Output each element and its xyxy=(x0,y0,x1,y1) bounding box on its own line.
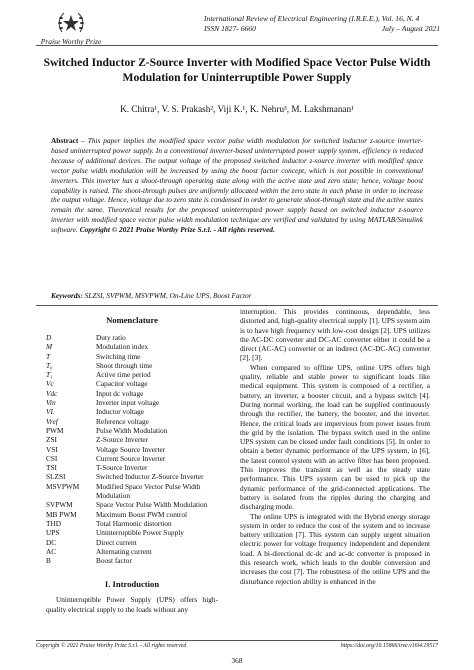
section-rule xyxy=(36,305,438,306)
nomenclature-row xyxy=(46,407,218,416)
footer xyxy=(36,643,438,649)
nomenclature-symbol: T xyxy=(46,351,51,361)
abstract xyxy=(51,136,423,235)
nomenclature-row xyxy=(46,426,218,435)
nomenclature-symbol: AC xyxy=(46,546,57,556)
nomenclature-row xyxy=(46,333,218,342)
nomenclature-symbol: UPS xyxy=(46,528,60,538)
nomenclature-symbol: B xyxy=(46,556,51,566)
nomenclature-symbol: Vin xyxy=(46,398,56,408)
nomenclature-definition: Total Harmonic distortion xyxy=(96,518,172,528)
nomenclature-symbol: DC xyxy=(46,537,57,547)
keywords xyxy=(51,291,423,300)
nomenclature-symbol: ZSI xyxy=(46,435,57,445)
nomenclature-row xyxy=(46,417,218,426)
abstract-copyright: Copyright © 2021 Praise Worthy Prize S.r.l. - All rights reserved. xyxy=(79,225,275,235)
nomenclature-row xyxy=(46,389,218,398)
nomenclature-row xyxy=(46,519,218,528)
footer-rule xyxy=(36,640,438,641)
footer-copyright: Copyright © 2021 Praise Worthy Prize S.r.l. - All rights reserved xyxy=(36,643,187,649)
page-number: 368 xyxy=(231,656,243,665)
nomenclature-row xyxy=(46,352,218,361)
nomenclature-row xyxy=(46,445,218,454)
journal-header xyxy=(204,14,440,34)
nomenclature-definition: Reference voltage xyxy=(96,416,149,426)
journal-name: International Review of Electrical Engineering (I.R.E.E.), Vol. 16, N. 4 xyxy=(204,14,420,23)
nomenclature-row xyxy=(46,379,218,388)
nomenclature-definition: Alternating current xyxy=(96,546,152,556)
nomenclature-definition: Switched Inductor Z-Source Inverter xyxy=(96,472,204,482)
publisher-name: Praise Worthy Prize xyxy=(40,37,102,46)
nomenclature-row xyxy=(46,454,218,463)
nomenclature-definition: Modulation index xyxy=(96,342,149,352)
nomenclature-definition: Z-Source Inverter xyxy=(96,435,149,445)
nomenclature-row xyxy=(46,538,218,547)
nomenclature-symbol: PWM xyxy=(46,425,64,435)
nomenclature-symbol: Vdc xyxy=(46,388,58,398)
journal-issn: ISSN 1827- 6660 xyxy=(204,24,256,33)
publisher-logo xyxy=(36,10,106,46)
nomenclature-symbol: M xyxy=(46,342,53,352)
body-paragraph: The online UPS is integrated with the Hybrid energy storage system in order to reduce the cost of the system and to increase battery utilization [7]. This system can supply urgent situation electric power for voltage frequency independent and dependent load. A bi-directional dc-dc and ac-dc converter is proposed in this research work, which leads to the double conversion and increases the cost [7]. The robustness of the online UPS and the disturbance rejection ability is enhanced in the xyxy=(240,511,430,586)
nomenclature-definition: Pulse Width Modulation xyxy=(96,425,168,435)
nomenclature-symbol: SLZSI xyxy=(46,472,66,482)
nomenclature-symbol: SVPWM xyxy=(46,500,73,510)
nomenclature-row xyxy=(46,556,218,565)
nomenclature-symbol: D xyxy=(46,333,52,342)
nomenclature-symbol: T₀ xyxy=(46,360,53,370)
nomenclature-definition: Inverter input voltage xyxy=(96,398,160,408)
nomenclature-row xyxy=(46,472,218,481)
nomenclature-symbol: MB PWM xyxy=(46,509,77,519)
nomenclature-definition: Space Vector Pulse Width Modulation xyxy=(96,500,208,510)
nomenclature-symbol: MSVPWM xyxy=(46,481,80,491)
nomenclature-symbol: THD xyxy=(46,518,61,528)
journal-date: July – August 2021 xyxy=(381,24,440,33)
nomenclature-row xyxy=(46,398,218,407)
nomenclature-definition: T-Source Inverter xyxy=(96,463,148,473)
abstract-body: – This paper implies the modified space vector pulse width modulation for switched inductor z-source inverter-based uninterrupted power supply. In a conventional inverter-based uninterrupted power supply system, efficiency is reduced because of additional devices. The output voltage of the proposed switched inductor z-source inverter with modified space vector pulse width modulation will be increased by using the boost factor concept, which is not possible in conventional inverters. This inverter has a shoot-through operating state along with the active state and zero state; hence, voltage boost capability is raised. The shoot-through pulses are uniformly allocated within the zero state in each phase in order to increase the output voltage. Hence, voltage due to zero state is condensed in order to generate shoot-through state and the active states remain the same. Theoretical results for the proposed uninterrupted power supply based on switched inductor z-source inverter with modified space vector pulse width modulation technique are verified and validated by using MATLAB/Simulink software. xyxy=(51,136,423,235)
keywords-label: Keywords: xyxy=(51,291,83,300)
author-list: K. Chitra¹, V. S. Prakash², Viji K.¹, K. Nehru³, M. Lakshmanan¹ xyxy=(120,104,354,114)
nomenclature-definition: Shoot through time xyxy=(96,360,153,370)
nomenclature-row xyxy=(46,528,218,537)
nomenclature-row xyxy=(46,370,218,379)
nomenclature-definition: Direct current xyxy=(96,537,137,547)
nomenclature-row xyxy=(46,482,218,501)
nomenclature-symbol: TSI xyxy=(46,463,57,473)
intro-paragraph: Uninterruptible Power Supply (UPS) offers high-quality electrical supply to the loads without any xyxy=(46,595,218,614)
nomenclature-definition: Current Source Inverter xyxy=(96,453,166,463)
nomenclature-definition: Active time period xyxy=(96,370,151,380)
body-paragraph: interruption. This provides continuous, dependable, less distorted and, high-quality electrical supply [1]. UPS system aim is to have high frequency with low-cost design [2]. UPS utilizes the AC-DC converter and DC-AC converter either it could be a direct (AC-AC) converter or an indirect (AC-DC-AC) converter [2], [3]. xyxy=(240,307,430,363)
nomenclature-definition: Switching time xyxy=(96,351,141,361)
nomenclature-row xyxy=(46,500,218,509)
nomenclature-symbol: VL xyxy=(46,407,55,417)
nomenclature-definition: Capacitor voltage xyxy=(96,379,148,389)
keywords-text: SLZSI, SVPWM, MSVPWM, On-Line UPS, Boost Factor xyxy=(82,291,252,300)
nomenclature-row xyxy=(46,435,218,444)
nomenclature-definition: Inductor voltage xyxy=(96,407,145,417)
nomenclature-definition: Voltage Source Inverter xyxy=(96,444,166,454)
introduction-heading: I. Introduction xyxy=(104,579,160,590)
nomenclature-definition: Maximum Boost PWM control xyxy=(96,509,188,519)
left-column xyxy=(46,315,218,614)
abstract-label: Abstract xyxy=(51,136,79,145)
nomenclature-symbol: T₁ xyxy=(46,370,53,380)
nomenclature-symbol: VSI xyxy=(46,444,58,454)
nomenclature-title: Nomenclature xyxy=(106,315,158,325)
body-paragraph: When compared to offline UPS, online UPS offers high quality, reliable and stable power to significant loads like medical equipment. This system is composed of a rectifier, a battery, an inverter, a booster circuit, and a bypass switch [4]. During normal working, the load can be supplied continuously through the rectifier, the battery, the booster, and the inverter. Hence, the critical loads are impervious from power issues from the grid by the isolation. The bypass switch used in the online UPS system can be closed under fault conditions [5]. In order to obtain a better dynamic performance of the UPS system, in [6], the latest control system with an active filter has been proposed. This improves the transient as well as the steady state performance. This UPS system can be used to pick up the dynamic performance of the grid-connected applications. The battery is isolated from the ripples during the charging and discharging mode. xyxy=(240,362,430,512)
nomenclature-definition: Uninterruptible Power Supply xyxy=(96,528,184,538)
nomenclature-definition: Modified Space Vector Pulse Width Modulation xyxy=(96,481,201,501)
nomenclature-definition: Input dc voltage xyxy=(96,388,144,398)
nomenclature-row xyxy=(46,510,218,519)
nomenclature-row xyxy=(46,463,218,472)
nomenclature-list xyxy=(46,333,218,565)
nomenclature-symbol: Vc xyxy=(46,379,54,389)
right-column xyxy=(240,307,430,586)
nomenclature-row xyxy=(46,547,218,556)
header-rule xyxy=(36,45,438,46)
nomenclature-symbol: Vref xyxy=(46,416,58,426)
nomenclature-definition: Boost factor xyxy=(96,556,132,566)
nomenclature-symbol: CSI xyxy=(46,453,58,463)
doi-link[interactable]: https://doi.org/10.15866/iree.v16i4.19517 xyxy=(340,643,438,649)
paper-title: Switched Inductor Z-Source Inverter with Modified Space Vector Pulse Width Modulation for Uninterruptible Power Supply xyxy=(43,56,431,84)
nomenclature-row xyxy=(46,361,218,370)
laurel-icon xyxy=(56,10,86,36)
nomenclature-row xyxy=(46,342,218,351)
nomenclature-definition: Duty ratio xyxy=(96,333,126,342)
